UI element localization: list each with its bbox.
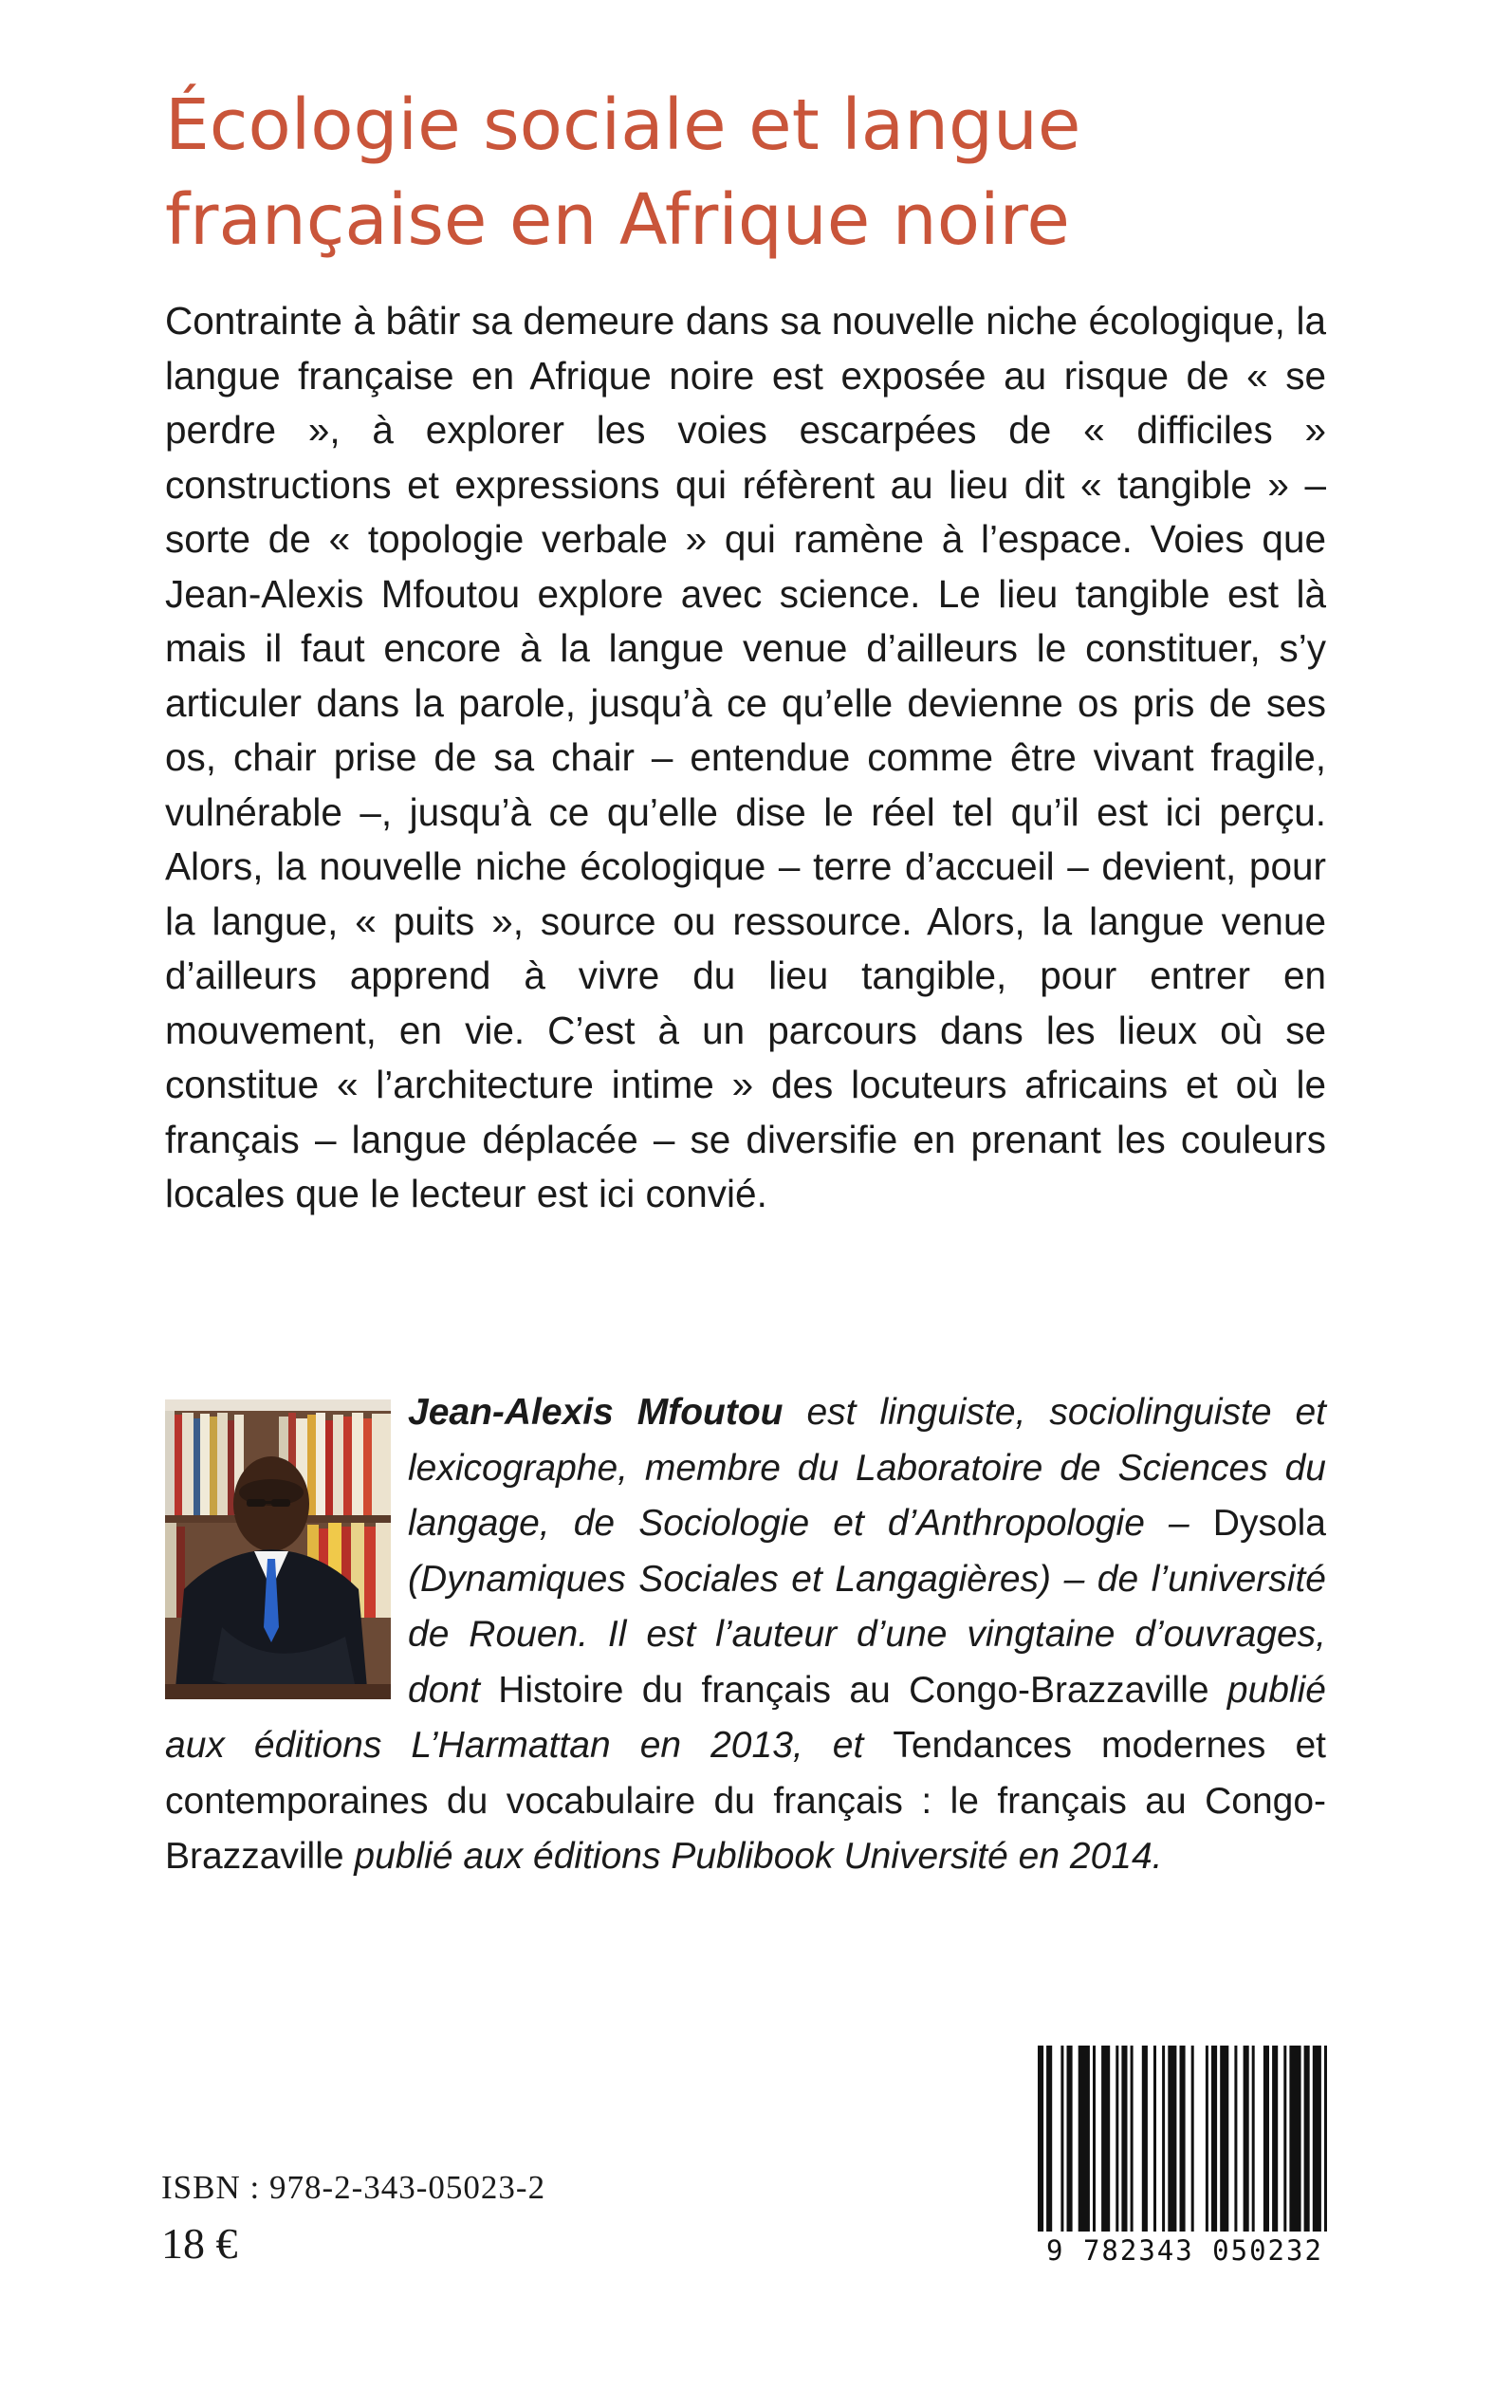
barcode-bar	[1168, 2046, 1176, 2232]
barcode-bar	[1234, 2046, 1237, 2232]
author-photo	[165, 1399, 391, 1699]
barcode-bar	[1093, 2046, 1096, 2232]
barcode-bar	[1153, 2046, 1156, 2232]
barcode-bar	[1324, 2046, 1327, 2232]
bio-book-2-title: Tendances modernes et contemporaines du vocabulaire du français : le français au Congo-Brazzaville	[165, 1725, 1326, 1877]
barcode-bar	[1116, 2046, 1118, 2232]
barcode-bar	[1313, 2046, 1321, 2232]
barcode-bar	[1211, 2046, 1217, 2232]
book-title-line-2: française en Afrique noire	[165, 179, 1070, 261]
barcode-bar	[1272, 2046, 1278, 2232]
barcode-bar	[1079, 2046, 1090, 2232]
book-title-line-1: Écologie sociale et langue	[165, 84, 1081, 166]
bio-text-4: publié aux éditions Publibook Université en 2014.	[343, 1836, 1163, 1877]
book-title	[165, 78, 1341, 268]
barcode-bar	[1206, 2046, 1208, 2232]
barcode-bar	[1101, 2046, 1110, 2232]
barcode-digits: 9 782343 050232	[1034, 2234, 1336, 2267]
bio-text-3: publié aux éditions L’Harmattan en 2013, et	[165, 1669, 1326, 1766]
barcode-bar	[1263, 2046, 1269, 2232]
barcode-bar	[1283, 2046, 1286, 2232]
isbn-label: ISBN : 978-2-343-05023-2	[161, 2169, 546, 2206]
barcode-bar	[1046, 2046, 1052, 2232]
barcode-bar	[1252, 2046, 1255, 2232]
barcode-bars	[1034, 2046, 1336, 2235]
barcode-bar	[1038, 2046, 1043, 2232]
author-bio	[165, 1385, 1326, 1885]
barcode-bar	[1060, 2046, 1063, 2232]
barcode-bar	[1121, 2046, 1127, 2232]
barcode-bar	[1191, 2046, 1194, 2232]
bio-text-2: (Dynamiques Sociales et Langagières) – de l’université de Rouen. Il est l’auteur d’une vingtaine d’ouvrages, dont	[408, 1558, 1326, 1711]
barcode-bar	[1162, 2046, 1165, 2232]
bio-dysola: Dysola	[1212, 1503, 1326, 1544]
barcode-bar	[1244, 2046, 1249, 2232]
barcode-bar	[1304, 2046, 1310, 2232]
barcode-bar	[1180, 2046, 1186, 2232]
bio-text-1: est linguiste, sociolinguiste et lexicographe, membre du Laboratoire de Sciences du langage, de Sociologie et d’Anthropologie –	[408, 1392, 1327, 1544]
barcode-bar	[1220, 2046, 1228, 2232]
barcode-bar	[1142, 2046, 1148, 2232]
barcode-bar	[1131, 2046, 1134, 2232]
book-summary: Contrainte à bâtir sa demeure dans sa nouvelle niche écologique, la langue française en Afrique noire est exposée au risque de « se perdre », à explorer les voies escarpées de « difficiles » constructions et expressions qui réfèrent au lieu dit « tangible » – sorte de « topologie verbale » qui ramène à l’espace. Voies que Jean-Alexis Mfoutou explore avec science. Le lieu tangible est là mais il faut encore à la langue venue d’ailleurs le constituer, s’y articuler dans la parole, jusqu’à ce qu’elle devienne os pris de ses os, chair prise de sa chair – entendue comme être vivant fragile, vulnérable –, jusqu’à ce qu’elle dise le réel tel qu’il est ici perçu. Alors, la nouvelle niche écologique – terre d’accueil – devient, pour la langue, « puits », source ou ressource. Alors, la langue venue d’ailleurs apprend à vivre du lieu tangible, pour entrer en mouvement, en vie. C’est à un parcours dans les lieux où se constitue « l’architecture intime » des locuteurs africains et où le français – langue déplacée – se diversifie en prenant les couleurs locales que le lecteur est ici convié.	[165, 299, 1326, 1215]
bio-book-1-title: Histoire du français au Congo-Brazzaville	[498, 1669, 1209, 1711]
price-label: 18 €	[161, 2219, 238, 2268]
barcode-bar	[1067, 2046, 1073, 2232]
barcode-bar	[1289, 2046, 1300, 2232]
author-name: Jean-Alexis Mfoutou	[408, 1392, 784, 1433]
